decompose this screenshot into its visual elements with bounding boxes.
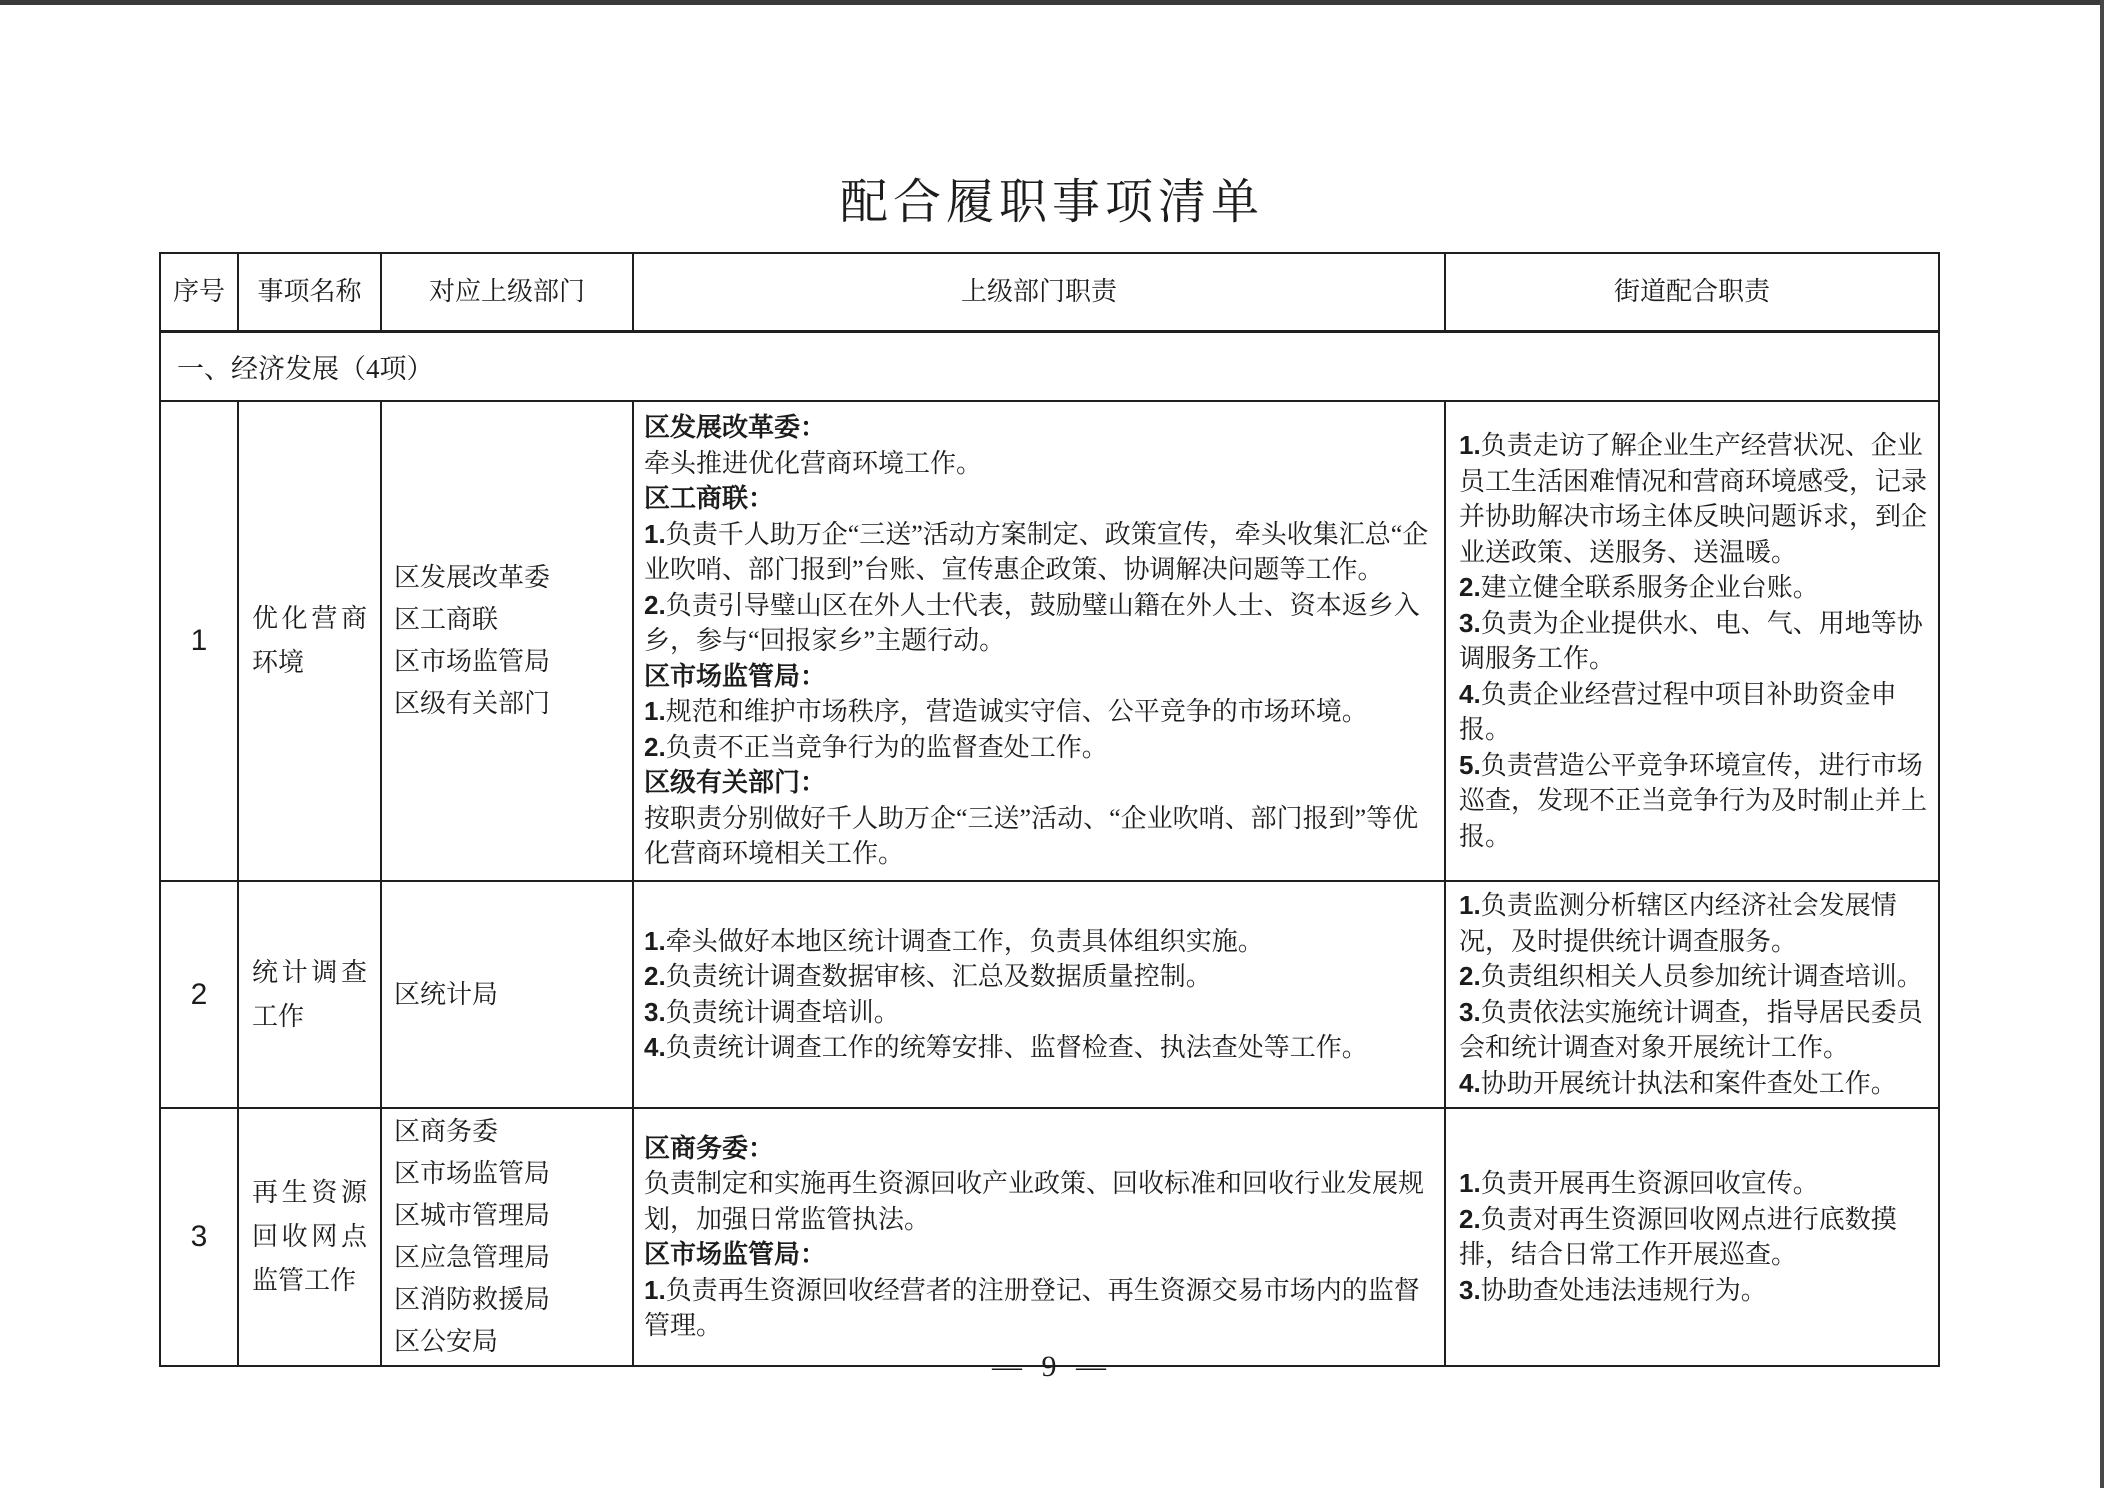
dept-heading: 区级有关部门： — [644, 767, 827, 798]
duty-item: 2.负责引导璧山区在外人士代表，鼓励璧山籍在外人士、资本返乡入乡，参与“回报家乡”主题行动。 — [644, 589, 1420, 656]
street-duties-cell — [1445, 401, 1939, 881]
duty-item: 按职责分别做好千人助万企“三送”活动、“企业吹哨、部门报到”等优化营商环境相关工作。 — [644, 803, 1419, 869]
department: 区工商联 — [394, 605, 499, 634]
department: 区统计局 — [394, 979, 499, 1009]
duty-item: 4.协助开展统计执法和案件查处工作。 — [1459, 1067, 1897, 1098]
department: 区商务委 — [394, 1117, 499, 1146]
page-number: — 9 — — [992, 1350, 1112, 1383]
duty-item: 4.负责企业经营过程中项目补助资金申报。 — [1459, 678, 1897, 744]
col-header-street-duties: 街道配合职责 — [1445, 253, 1939, 331]
duty-item: 1.牵头做好本地区统计调查工作，负责具体组织实施。 — [644, 925, 1264, 956]
department: 区市场监管局 — [394, 647, 551, 676]
duty-item: 2.负责不正当竞争行为的监督查处工作。 — [644, 731, 1108, 762]
col-header-serial: 序号 — [160, 253, 238, 331]
dept-heading: 区商务委： — [644, 1132, 775, 1163]
item-name: 优化营商环境 — [238, 401, 381, 881]
duties-table — [159, 252, 1940, 1367]
duty-item: 1.负责开展再生资源回收宣传。 — [1459, 1168, 1819, 1198]
col-header-departments: 对应上级部门 — [381, 253, 633, 331]
item-name: 再生资源回收网点监管工作 — [238, 1108, 381, 1366]
department: 区市场监管局 — [394, 1159, 551, 1188]
item-name: 统计调查工作 — [238, 881, 381, 1108]
table-row — [160, 881, 1939, 1108]
duty-item: 3.负责为企业提供水、电、气、用地等协调服务工作。 — [1459, 607, 1923, 673]
section-row — [160, 331, 1939, 401]
col-header-superior-duties: 上级部门职责 — [633, 253, 1445, 331]
table-header-row — [160, 253, 1939, 331]
street-duties-cell — [1445, 881, 1939, 1108]
dept-heading: 区市场监管局： — [644, 1239, 827, 1269]
duty-item: 1.负责监测分析辖区内经济社会发展情况，及时提供统计调查服务。 — [1459, 890, 1897, 956]
duty-item: 4.负责统计调查工作的统筹安排、监督检查、执法查处等工作。 — [644, 1032, 1368, 1062]
superior-duties-cell — [633, 1108, 1445, 1366]
dept-heading: 区发展改革委： — [644, 412, 827, 443]
duty-item: 3.负责统计调查培训。 — [644, 996, 900, 1027]
document-title: 配合履职事项清单 — [839, 176, 1264, 229]
duty-item: 2.负责对再生资源回收网点进行底数摸排，结合日常工作开展巡查。 — [1459, 1203, 1897, 1269]
row-serial: 2 — [160, 881, 238, 1108]
dept-heading: 区工商联： — [644, 483, 775, 514]
department: 区发展改革委 — [394, 563, 551, 592]
duty-item: 1.负责再生资源回收经营者的注册登记、再生资源交易市场内的监督管理。 — [644, 1274, 1420, 1340]
row-serial: 1 — [160, 401, 238, 881]
duty-item: 2.建立健全联系服务企业台账。 — [1459, 572, 1819, 602]
duty-item: 2.负责统计调查数据审核、汇总及数据质量控制。 — [644, 961, 1212, 991]
duty-item: 5.负责营造公平竞争环境宣传，进行市场巡查，发现不正当竞争行为及时制止并上报。 — [1459, 749, 1928, 851]
col-header-item-name: 事项名称 — [238, 253, 381, 331]
departments-cell — [381, 401, 633, 881]
table-row — [160, 1108, 1939, 1366]
duty-item: 2.负责组织相关人员参加统计调查培训。 — [1459, 961, 1923, 991]
duty-item: 负责制定和实施再生资源回收产业政策、回收标准和回收行业发展规划，加强日常监管执法。 — [644, 1169, 1425, 1234]
department: 区消防救援局 — [394, 1285, 551, 1314]
duty-item: 1.规范和维护市场秩序，营造诚实守信、公平竞争的市场环境。 — [644, 696, 1368, 727]
departments-cell — [381, 881, 633, 1108]
department: 区公安局 — [394, 1327, 499, 1356]
dept-heading: 区市场监管局： — [644, 660, 827, 691]
row-serial: 3 — [160, 1108, 238, 1366]
scan-top-edge — [0, 0, 2104, 5]
duty-item: 牵头推进优化营商环境工作。 — [644, 448, 983, 478]
duty-item: 3.负责依法实施统计调查，指导居民委员会和统计调查对象开展统计工作。 — [1459, 996, 1923, 1062]
superior-duties-cell — [633, 401, 1445, 881]
duty-item: 1.负责千人助万企“三送”活动方案制定、政策宣传，牵头收集汇总“企业吹哨、部门报到”台账、宣传惠企政策、协调解决问题等工作。 — [644, 518, 1429, 585]
table-row — [160, 401, 1939, 881]
department: 区城市管理局 — [394, 1201, 551, 1230]
department: 区应急管理局 — [394, 1243, 551, 1272]
duty-item: 1.负责走访了解企业生产经营状况、企业员工生活困难情况和营商环境感受，记录并协助解决市场主体反映问题诉求，到企业送政策、送服务、送温暖。 — [1459, 430, 1928, 567]
superior-duties-cell — [633, 881, 1445, 1108]
duty-item: 3.协助查处违法违规行为。 — [1459, 1274, 1767, 1305]
street-duties-cell — [1445, 1108, 1939, 1366]
department: 区级有关部门 — [394, 689, 551, 718]
departments-cell — [381, 1108, 633, 1366]
section-title: 一、经济发展（4项） — [160, 331, 1939, 401]
